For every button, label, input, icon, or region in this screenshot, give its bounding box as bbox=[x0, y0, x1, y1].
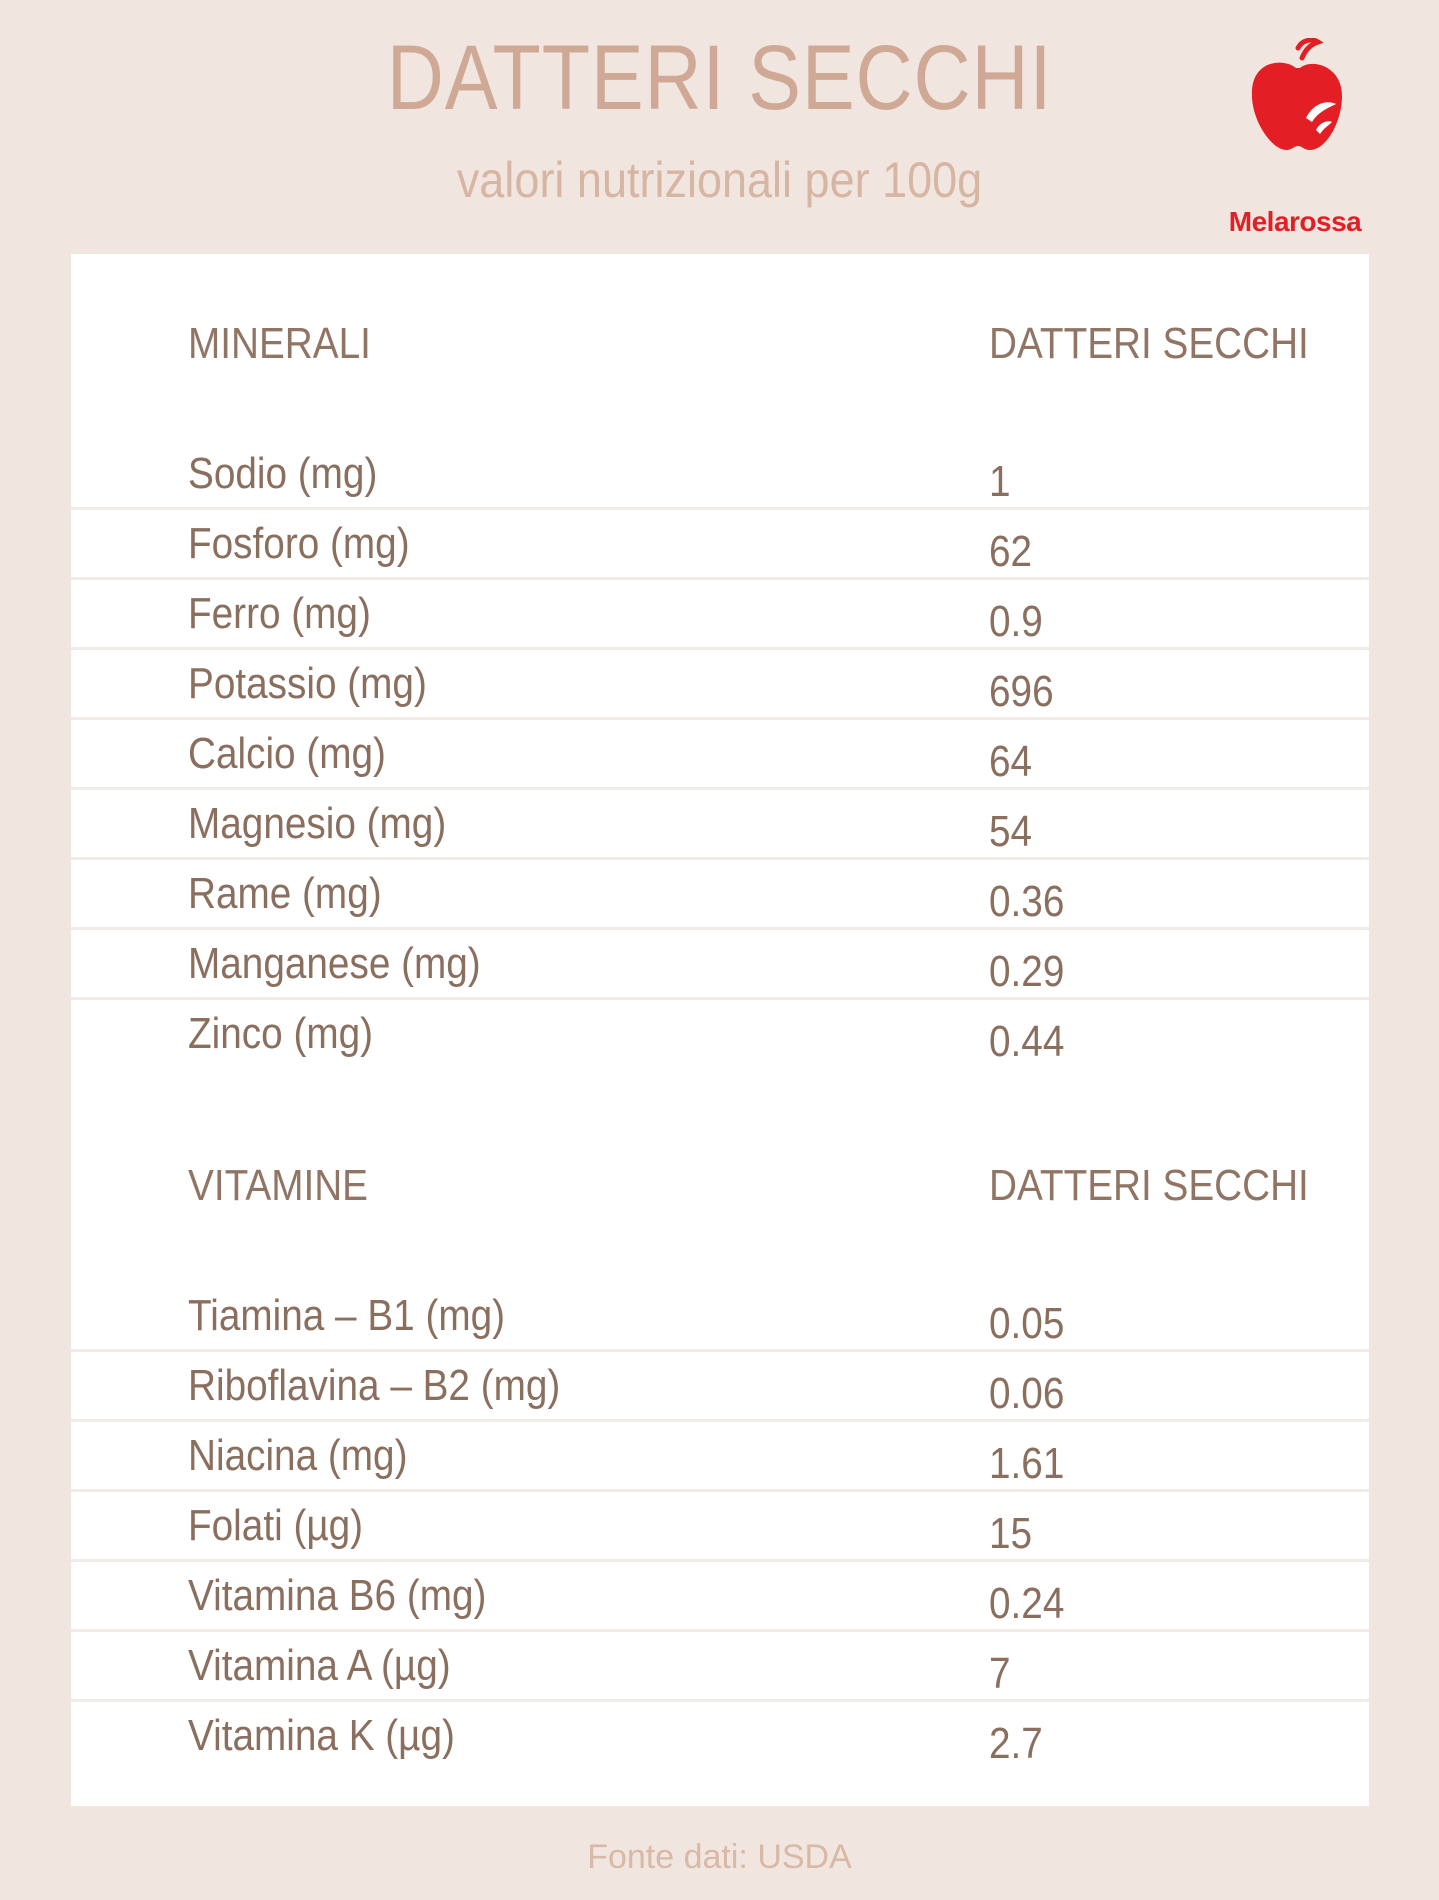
table-row bbox=[71, 650, 1369, 720]
table-row bbox=[71, 1632, 1369, 1702]
table-row bbox=[71, 860, 1369, 930]
row-value: 0.06 bbox=[989, 1369, 1065, 1418]
row-label: Potassio (mg) bbox=[188, 659, 427, 708]
row-value: 0.44 bbox=[989, 1017, 1065, 1066]
nutrition-table bbox=[71, 254, 1369, 1806]
row-value: 0.29 bbox=[989, 947, 1065, 996]
row-value: 2.7 bbox=[989, 1719, 1043, 1768]
row-value: 696 bbox=[989, 667, 1054, 716]
table-row bbox=[71, 580, 1369, 650]
table-row bbox=[71, 1702, 1369, 1772]
minerali-header-value: DATTERI SECCHI bbox=[989, 319, 1309, 368]
row-label: Vitamina B6 (mg) bbox=[188, 1571, 487, 1620]
row-label: Manganese (mg) bbox=[188, 939, 481, 988]
row-value: 7 bbox=[989, 1649, 1011, 1698]
table-row bbox=[71, 790, 1369, 860]
table-row bbox=[71, 1352, 1369, 1422]
row-value: 64 bbox=[989, 737, 1033, 786]
row-label: Sodio (mg) bbox=[188, 449, 378, 498]
page-subtitle: valori nutrizionali per 100g bbox=[456, 152, 983, 208]
row-value: 0.9 bbox=[989, 597, 1043, 646]
table-row bbox=[71, 440, 1369, 510]
row-label: Fosforo (mg) bbox=[188, 519, 410, 568]
minerali-header-label: MINERALI bbox=[188, 319, 371, 368]
vitamine-header-label: VITAMINE bbox=[188, 1161, 368, 1210]
vitamine-header-value: DATTERI SECCHI bbox=[989, 1161, 1309, 1210]
apple-icon bbox=[1246, 38, 1346, 158]
row-label: Ferro (mg) bbox=[188, 589, 371, 638]
row-label: Magnesio (mg) bbox=[188, 799, 447, 848]
row-value: 0.05 bbox=[989, 1299, 1065, 1348]
table-row bbox=[71, 1282, 1369, 1352]
row-value: 0.24 bbox=[989, 1579, 1065, 1628]
row-label: Folati (µg) bbox=[188, 1501, 364, 1550]
table-row bbox=[71, 930, 1369, 1000]
row-value: 1.61 bbox=[989, 1439, 1065, 1488]
row-label: Rame (mg) bbox=[188, 869, 382, 918]
row-label: Zinco (mg) bbox=[188, 1009, 374, 1058]
row-label: Niacina (mg) bbox=[188, 1431, 408, 1480]
row-label: Calcio (mg) bbox=[188, 729, 386, 778]
row-value: 0.36 bbox=[989, 877, 1065, 926]
table-row bbox=[71, 1000, 1369, 1070]
table-row bbox=[71, 1422, 1369, 1492]
row-label: Vitamina A (µg) bbox=[188, 1641, 451, 1690]
vitamine-header bbox=[71, 1156, 1369, 1216]
row-label: Riboflavina – B2 (mg) bbox=[188, 1361, 561, 1410]
melarossa-logo bbox=[1220, 38, 1370, 237]
row-value: 54 bbox=[989, 807, 1033, 856]
table-row bbox=[71, 720, 1369, 790]
table-row bbox=[71, 1492, 1369, 1562]
minerali-header bbox=[71, 314, 1369, 374]
row-label: Tiamina – B1 (mg) bbox=[188, 1291, 506, 1340]
row-value: 1 bbox=[989, 457, 1011, 506]
table-row bbox=[71, 510, 1369, 580]
row-label: Vitamina K (µg) bbox=[188, 1711, 455, 1760]
page-title: DATTERI SECCHI bbox=[386, 27, 1053, 129]
table-row bbox=[71, 1562, 1369, 1632]
row-value: 62 bbox=[989, 527, 1033, 576]
source-note: Fonte dati: USDA bbox=[587, 1838, 852, 1876]
row-value: 15 bbox=[989, 1509, 1033, 1558]
logo-text: Melarossa bbox=[1228, 206, 1362, 237]
